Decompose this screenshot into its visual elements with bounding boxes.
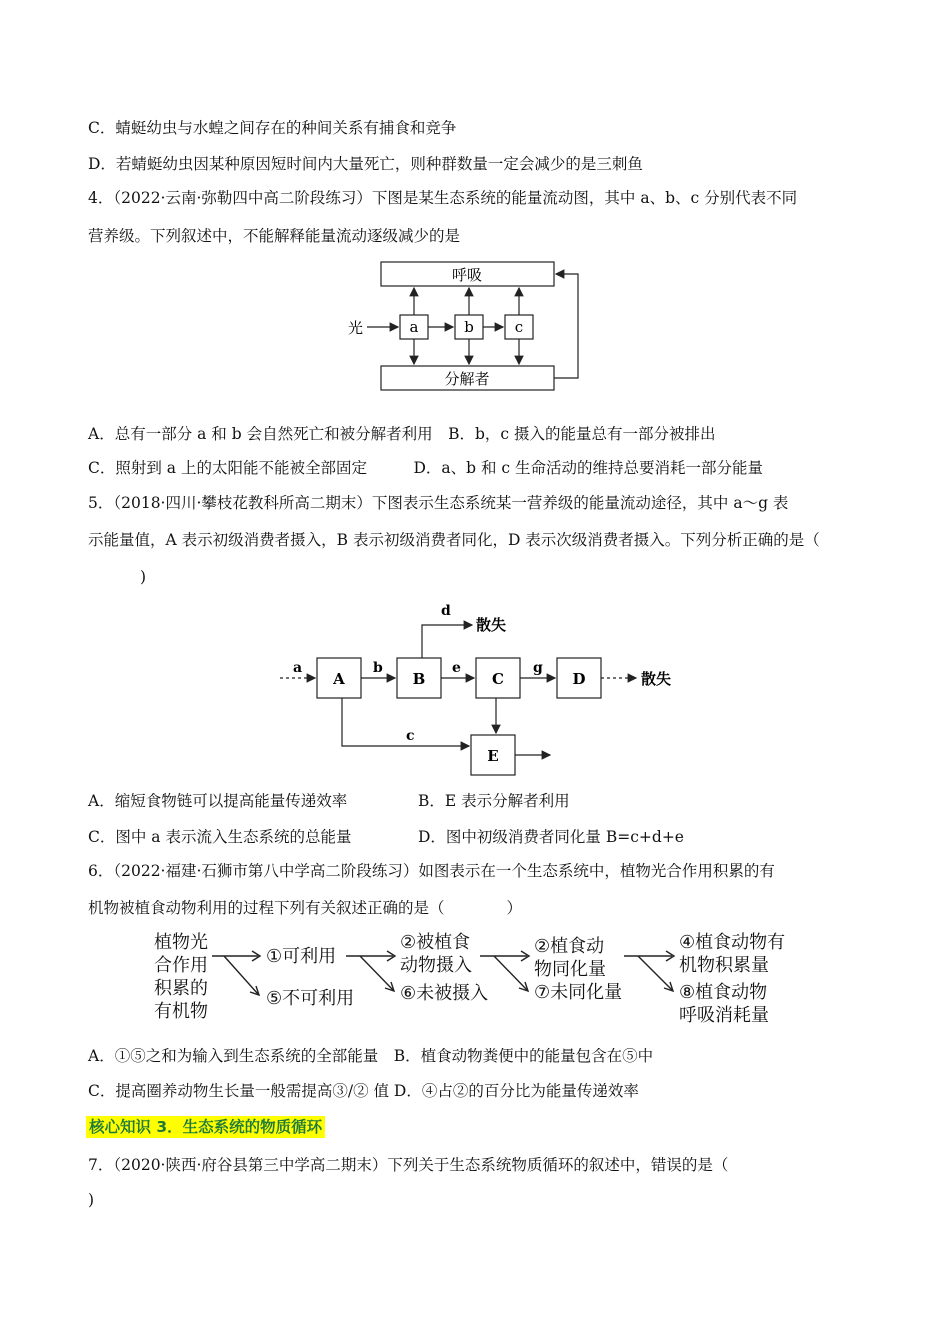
q6-options-cd: C．提高圈养动物生长量一般需提高③/② 值 D．④占②的百分比为能量传递效率 <box>88 1082 639 1100</box>
node-2a-line1: ②被植食 <box>400 932 471 953</box>
box-d-label: D <box>572 670 586 688</box>
node-2b-line2: 物同化量 <box>534 959 606 980</box>
source-line2: 合作用 <box>154 955 208 976</box>
label-c: c <box>406 728 415 744</box>
box-e-label: E <box>487 747 499 765</box>
loss-label-1: 散失 <box>476 616 507 634</box>
light-label: 光 <box>348 319 364 337</box>
decomposer-label: 分解者 <box>444 370 490 388</box>
q4-energy-flow-diagram <box>0 250 950 400</box>
label-g: g <box>533 660 543 676</box>
respiration-label: 呼吸 <box>451 266 483 284</box>
node-8-line2: 呼吸消耗量 <box>679 1005 769 1026</box>
label-b: b <box>373 660 383 676</box>
node-2a-line2: 动物摄入 <box>400 955 472 976</box>
q4-options-ab: A．总有一部分 a 和 b 会自然死亡和被分解者利用 B．b，c 摄入的能量总有一部分被排出 <box>88 425 716 443</box>
box-a-label: A <box>333 670 345 688</box>
label-e: e <box>452 660 461 676</box>
section-heading: 核心知识 3．生态系统的物质循环 <box>86 1116 325 1138</box>
node-7: ⑦未同化量 <box>534 982 623 1003</box>
node-1: ①可利用 <box>266 946 337 967</box>
q6-organic-matter-flow-diagram <box>0 924 950 1034</box>
q6-stem-line1: 6．（2022·福建·石狮市第八中学高二阶段练习）如图表示在一个生态系统中，植物光合作用积累的有 <box>88 862 775 880</box>
label-d: d <box>441 603 451 619</box>
node-4-line1: ④植食动物有 <box>679 932 786 953</box>
q3-option-c: C．蜻蜓幼虫与水蝗之间存在的种间关系有捕食和竞争 <box>88 119 457 137</box>
node-5: ⑤不可利用 <box>266 988 355 1009</box>
source-line1: 植物光 <box>154 932 208 953</box>
q5-option-c: C．图中 a 表示流入生态系统的总能量 <box>88 828 352 846</box>
q5-stem-line2: 示能量值，A 表示初级消费者摄入，B 表示初级消费者同化，D 表示次级消费者摄入。下列分析正确的是（ <box>88 531 820 549</box>
q3-option-d: D．若蜻蜓幼虫因某种原因短时间内大量死亡，则种群数量一定会减少的是三刺鱼 <box>88 155 643 173</box>
loss-label-2: 散失 <box>641 670 672 688</box>
q7-stem-line1: 7．（2020·陕西·府谷县第三中学高二期末）下列关于生态系统物质循环的叙述中，错误的是（ <box>88 1156 729 1174</box>
node-2b-line1: ②植食动 <box>534 936 605 957</box>
q5-option-d: D．图中初级消费者同化量 B=c+d+e <box>418 828 684 846</box>
q6-options-ab: A．①⑤之和为输入到生态系统的全部能量 B．植食动物粪便中的能量包含在⑤中 <box>88 1047 654 1065</box>
q4-options-cd: C．照射到 a 上的太阳能不能被全部固定 D．a、b 和 c 生命活动的维持总要消耗一部分能量 <box>88 459 764 477</box>
q4-stem-line1: 4．（2022·云南·弥勒四中高二阶段练习）下图是某生态系统的能量流动图，其中 a、b、c 分别代表不同 <box>88 189 798 207</box>
box-c-label: C <box>492 670 504 688</box>
q4-stem-line2: 营养级。下列叙述中，不能解释能量流动逐级减少的是 <box>88 227 461 245</box>
node-8-line1: ⑧植食动物 <box>679 982 768 1003</box>
q5-stem-line3: ) <box>140 568 147 586</box>
q5-option-a: A．缩短食物链可以提高能量传递效率 <box>88 792 348 810</box>
node-c-label: c <box>514 318 524 336</box>
box-b-label: B <box>412 670 426 688</box>
node-4-line2: 机物积累量 <box>679 955 769 976</box>
source-line4: 有机物 <box>154 1001 208 1022</box>
q5-option-b: B．E 表示分解者利用 <box>418 792 570 810</box>
node-b-label: b <box>464 318 474 336</box>
label-a: a <box>293 660 303 676</box>
node-a-label: a <box>409 318 419 336</box>
node-6: ⑥未被摄入 <box>400 983 489 1004</box>
q5-energy-pathway-diagram <box>0 598 950 778</box>
q6-stem-line2: 机物被植食动物利用的过程下列有关叙述正确的是（ ） <box>88 899 523 917</box>
source-line3: 积累的 <box>154 978 208 999</box>
q5-stem-line1: 5．（2018·四川·攀枝花教科所高二期末）下图表示生态系统某一营养级的能量流动途径，其中 a～g 表 <box>88 494 789 512</box>
q7-stem-line2: ) <box>88 1191 95 1209</box>
